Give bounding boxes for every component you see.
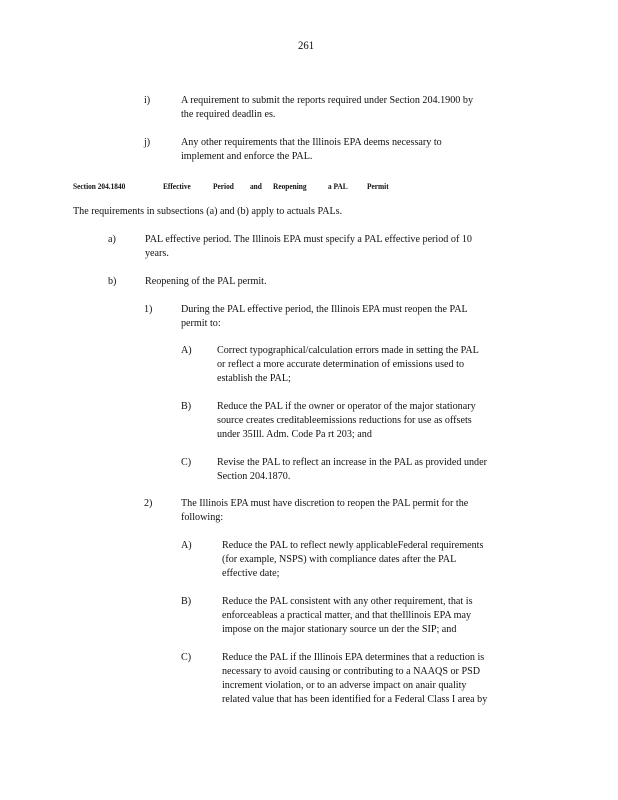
item-b2a-line-1: Reduce the PAL to reflect newly applicableFederal requirements: [222, 539, 484, 551]
item-b2-line-2: following:: [181, 511, 224, 523]
item-b2b-line-1: Reduce the PAL consistent with any other requirement, that is: [222, 595, 473, 607]
item-i-line-1: A requirement to submit the reports required under Section 204.1900 by: [181, 94, 474, 106]
item-a-line-2: years.: [145, 247, 169, 259]
item-b2c-label: C): [181, 651, 192, 663]
section-number: Section 204.1840: [73, 182, 126, 191]
item-b1c-line-2: Section 204.1870.: [217, 470, 291, 482]
item-b2b-line-2: enforceableas a practical matter, and that theIllinois EPA may: [222, 609, 472, 621]
item-b1a-label: A): [181, 344, 192, 356]
item-b2c-line-2: necessary to avoid causing or contributing to a NAAQS or PSD: [222, 665, 481, 677]
section-heading-word-2: Period: [213, 182, 234, 191]
item-b1c-label: C): [181, 456, 192, 468]
item-i-label: i): [144, 94, 151, 106]
section-intro: The requirements in subsections (a) and (b) apply to actuals PALs.: [73, 205, 343, 217]
section-heading-word-4: Reopening: [273, 182, 307, 191]
item-b2-label: 2): [144, 497, 153, 509]
item-b2b-label: B): [181, 595, 192, 607]
section-heading-word-5: a PAL: [328, 182, 348, 191]
item-b2b-line-3: impose on the major stationary source un der the SIP; and: [222, 623, 457, 635]
item-b2c-line-1: Reduce the PAL if the Illinois EPA determines that a reduction is: [222, 651, 485, 663]
item-b2a-label: A): [181, 539, 192, 551]
item-b1b-line-3: under 35Ill. Adm. Code Pa rt 203; and: [217, 428, 372, 440]
item-b1-line-1: During the PAL effective period, the Illinois EPA must reopen the PAL: [181, 303, 468, 315]
item-b2a-line-3: effective date;: [222, 567, 280, 579]
item-b1b-label: B): [181, 400, 192, 412]
item-b1-label: 1): [144, 303, 153, 315]
item-j-line-1: Any other requirements that the Illinois EPA deems necessary to: [181, 136, 442, 148]
item-b-text: Reopening of the PAL permit.: [145, 275, 267, 287]
item-b2c-line-4: related value that has been identified for a Federal Class I area by: [222, 693, 488, 705]
item-a-line-1: PAL effective period. The Illinois EPA must specify a PAL effective period of 10: [145, 233, 472, 245]
item-b1b-line-2: source creates creditableemissions reductions for use as offsets: [217, 414, 472, 426]
item-j-label: j): [144, 136, 151, 148]
item-b1c-line-1: Revise the PAL to reflect an increase in the PAL as provided under: [217, 456, 487, 468]
item-b1a-line-3: establish the PAL;: [217, 372, 291, 384]
item-b1a-line-1: Correct typographical/calculation errors made in setting the PAL: [217, 344, 479, 356]
item-j-line-2: implement and enforce the PAL.: [181, 150, 313, 162]
item-b1b-line-1: Reduce the PAL if the owner or operator of the major stationary: [217, 400, 476, 412]
item-b1-line-2: permit to:: [181, 317, 221, 329]
page-number: 261: [298, 38, 315, 52]
item-b-label: b): [108, 275, 117, 287]
item-a-label: a): [108, 233, 116, 245]
section-heading-word-6: Permit: [367, 182, 389, 191]
item-b2a-line-2: (for example, NSPS) with compliance dates after the PAL: [222, 553, 457, 565]
item-b2c-line-3: increment violation, or to an adverse impact on anair quality: [222, 679, 467, 691]
item-b2-line-1: The Illinois EPA must have discretion to reopen the PAL permit for the: [181, 497, 469, 509]
section-heading-word-3: and: [250, 182, 262, 191]
item-i-line-2: the required deadlin es.: [181, 108, 276, 120]
item-b1a-line-2: or reflect a more accurate determination of emissions used to: [217, 358, 465, 370]
section-heading-word-1: Effective: [163, 182, 191, 191]
